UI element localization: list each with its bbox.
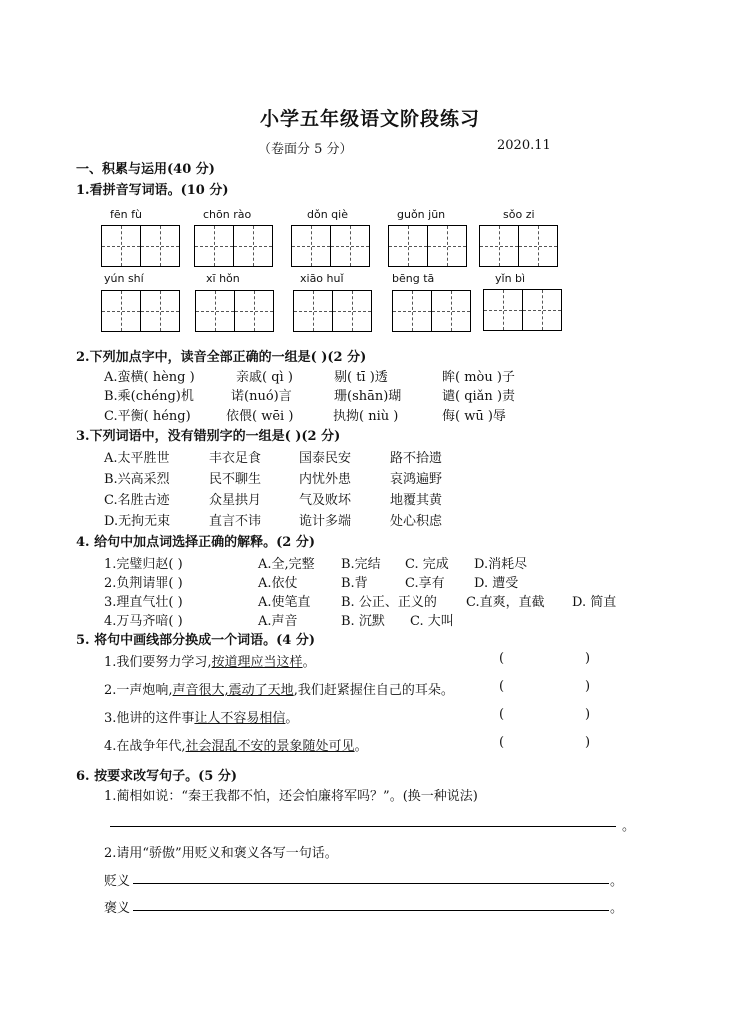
subtitle: （卷面分 5 分） (258, 142, 353, 157)
sentence-4: 4.在战争年代,社会混乱不安的景象随处可见。 (104, 739, 368, 754)
option-text: A.声音 (258, 614, 298, 629)
pinyin: xiāo huǐ (300, 272, 344, 285)
option-text: 执拗( niù ) (333, 409, 399, 424)
period: 。 (622, 819, 636, 834)
pinyin: xī hǒn (206, 272, 240, 285)
option-text: C.享有 (405, 576, 445, 591)
option-text: 剔( tī )透 (334, 370, 388, 385)
writing-grid[interactable] (293, 290, 372, 332)
pinyin: chōn rào (203, 208, 252, 221)
option-text: A.依仗 (258, 576, 298, 591)
answer-paren-open: ( (499, 651, 505, 666)
option-text: 1.完璧归赵( ) (104, 557, 183, 572)
writing-grid[interactable] (194, 225, 273, 267)
writing-grid[interactable] (101, 290, 180, 332)
option-text: 众星拱月 (209, 493, 262, 508)
writing-grid[interactable] (479, 225, 558, 267)
option-text: C.名胜古迹 (104, 493, 170, 508)
answer-paren-close: ) (585, 679, 591, 694)
option-text: 处心积虑 (390, 514, 443, 529)
option-text: 地覆其黄 (390, 493, 443, 508)
option-text: 眸( mòu )子 (442, 370, 515, 385)
option-text: B.背 (341, 576, 368, 591)
option-text: A.使笔直 (258, 595, 311, 610)
pinyin: guǒn jūn (397, 208, 446, 221)
option-text: B.兴高采烈 (104, 472, 170, 487)
label-commendatory: 褒义 (104, 901, 131, 916)
option-text: D.无拘无束 (104, 514, 171, 529)
option-text: A.全,完整 (258, 557, 315, 572)
option-text: A.蛮横( hèng ) (104, 370, 195, 385)
page-title: 小学五年级语文阶段练习 (260, 108, 481, 130)
option-text: C.直爽，直截 (466, 595, 545, 610)
answer-line[interactable] (133, 883, 609, 884)
question-1-title: 1.看拼音写词语。(10 分) (76, 183, 229, 198)
answer-paren-open: ( (499, 679, 505, 694)
pinyin: yǐn bì (495, 272, 526, 285)
option-text: D.消耗尽 (474, 557, 528, 572)
sentence-3: 3.他讲的这件事让人不容易相信。 (104, 711, 299, 726)
writing-grid[interactable] (483, 289, 562, 331)
option-text: 民不聊生 (209, 472, 262, 487)
question-2-title: 2.下列加点字中，读音全部正确的一组是( )(2 分) (76, 350, 367, 365)
label-derogatory: 贬义 (104, 874, 131, 889)
pinyin: dǒn qiè (307, 208, 348, 221)
prompt-2: 2.请用“骄傲”用贬义和褒义各写一句话。 (104, 846, 338, 861)
writing-grid[interactable] (392, 290, 471, 332)
option-text: 亲戚( qì ) (236, 370, 293, 385)
writing-grid[interactable] (195, 290, 274, 332)
option-text: B.完结 (341, 557, 381, 572)
option-text: 内忧外患 (299, 472, 352, 487)
question-5-title: 5. 将句中画线部分换成一个词语。(4 分) (76, 633, 315, 648)
pinyin: bēng tā (392, 272, 435, 285)
option-text: D. 简直 (572, 595, 617, 610)
section-title: 一、积累与运用(40 分) (76, 162, 215, 177)
answer-paren-close: ) (585, 735, 591, 750)
option-text: D. 遭受 (474, 576, 519, 591)
sentence-1: 1.我们要努力学习,按道理应当这样。 (104, 655, 316, 670)
pinyin: yún shí (104, 272, 144, 285)
date: 2020.11 (497, 138, 551, 153)
option-text: 国泰民安 (299, 451, 352, 466)
prompt-1: 1.蔺相如说：“秦王我都不怕，还会怕廉将军吗？”。(换一种说法) (104, 789, 478, 804)
option-text: 诺(nuó)言 (231, 389, 292, 404)
question-4-title: 4. 给句中加点词选择正确的解释。(2 分) (76, 535, 315, 550)
option-text: 依偎( wēi ) (226, 409, 294, 424)
answer-line[interactable] (110, 826, 616, 827)
option-text: C.平衡( héng) (104, 409, 191, 424)
answer-line[interactable] (133, 910, 609, 911)
answer-paren-close: ) (585, 651, 591, 666)
option-text: 珊(shān)瑚 (334, 389, 402, 404)
pinyin: fēn fù (110, 208, 142, 221)
option-text: 路不拾遗 (390, 451, 443, 466)
option-text: A.太平胜世 (104, 451, 170, 466)
option-text: C. 完成 (405, 557, 449, 572)
option-text: 侮( wū )辱 (442, 409, 506, 424)
option-text: 3.理直气壮( ) (104, 595, 183, 610)
option-text: B. 沉默 (341, 614, 385, 629)
option-text: 丰衣足食 (209, 451, 262, 466)
option-text: 2.负荆请罪( ) (104, 576, 183, 591)
sentence-2: 2.一声炮响,声音很大,震动了天地,我们赶紧握住自己的耳朵。 (104, 683, 454, 698)
option-text: B. 公正、正义的 (341, 595, 437, 610)
option-text: C. 大叫 (410, 614, 454, 629)
pinyin: sǒo zi (503, 208, 535, 221)
option-text: B.乘(chéng)机 (104, 389, 194, 404)
answer-paren-open: ( (499, 707, 505, 722)
option-text: 气及败坏 (299, 493, 352, 508)
option-text: 谴( qiǎn )责 (442, 389, 516, 404)
option-text: 诡计多端 (299, 514, 352, 529)
question-3-title: 3.下列词语中，没有错别字的一组是( )(2 分) (76, 429, 341, 444)
writing-grid[interactable] (291, 225, 370, 267)
question-6-title: 6. 按要求改写句子。(5 分) (76, 769, 237, 784)
option-text: 4.万马齐喑( ) (104, 614, 183, 629)
answer-paren-open: ( (499, 735, 505, 750)
writing-grid[interactable] (388, 225, 467, 267)
period: 。 (610, 874, 624, 889)
period: 。 (610, 901, 624, 916)
option-text: 直言不讳 (209, 514, 262, 529)
writing-grid[interactable] (101, 225, 180, 267)
option-text: 哀鸿遍野 (390, 472, 443, 487)
answer-paren-close: ) (585, 707, 591, 722)
